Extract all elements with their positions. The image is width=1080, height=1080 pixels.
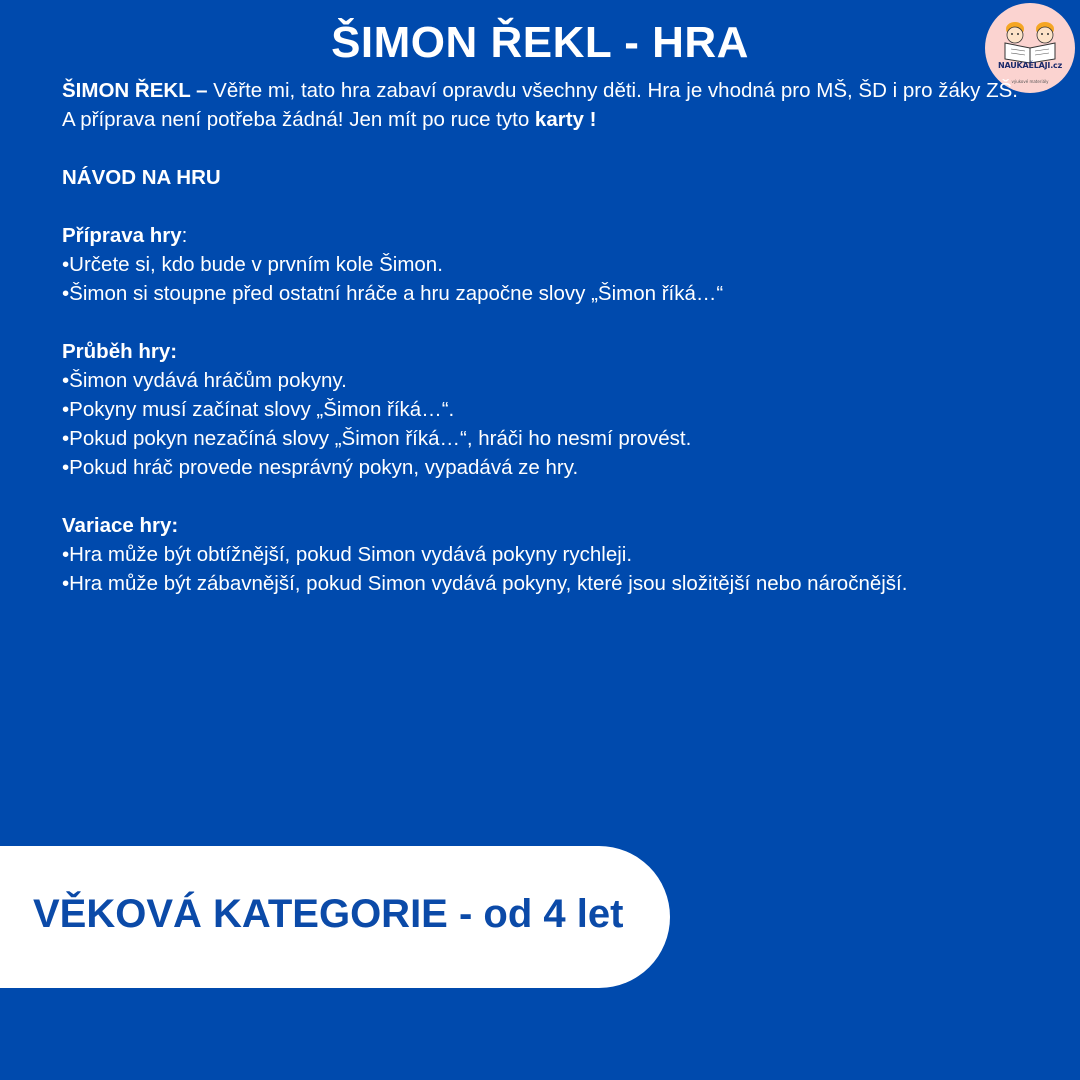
- list-item: •Určete si, kdo bude v prvním kole Šimon.: [62, 253, 443, 276]
- intro-text: Věřte mi, tato hra zabaví opravdu všechny děti. Hra je vhodná pro MŠ, ŠD i pro žáky ZŠ. A příprava není potřeba žádná! Jen mít po ruce tyto: [62, 79, 1018, 131]
- list-item: •Pokyny musí začínat slovy „Šimon říká…“.: [62, 398, 455, 421]
- intro-lead: ŠIMON ŘEKL –: [62, 79, 208, 102]
- variations-heading: Variace hry:: [62, 514, 179, 537]
- preparation-colon: :: [181, 224, 188, 247]
- page-title: ŠIMON ŘEKL - HRA: [331, 18, 749, 67]
- list-item: •Pokud pokyn nezačíná slovy „Šimon říká…“, hráči ho nesmí provést.: [62, 427, 692, 450]
- preparation-heading: Příprava hry: [62, 224, 182, 247]
- list-item: •Šimon si stoupne před ostatní hráče a hru započne slovy „Šimon říká…“: [62, 282, 724, 305]
- intro-paragraph: [62, 76, 1018, 134]
- logo-text: NAUKAĚLAJI.cz: [997, 61, 1063, 70]
- age-category-banner: [0, 846, 670, 988]
- list-item: •Pokud hráč provede nesprávný pokyn, vypadává ze hry.: [62, 456, 579, 479]
- list-item: •Šimon vydává hráčům pokyny.: [62, 369, 347, 392]
- instructions-heading: NÁVOD NA HRU: [62, 166, 221, 189]
- intro-end: !: [583, 108, 597, 131]
- game-flow-heading: Průběh hry:: [62, 340, 178, 363]
- article-body: [62, 76, 1018, 598]
- list-item: •Hra může být zábavnější, pokud Simon vydává pokyny, které jsou složitější nebo náročnější.: [62, 572, 908, 595]
- list-item: •Hra může být obtížnější, pokud Simon vydává pokyny rychleji.: [62, 543, 633, 566]
- age-category-text: VĚKOVÁ KATEGORIE - od 4 let: [33, 892, 624, 936]
- cards-link[interactable]: karty: [534, 108, 584, 131]
- logo-subtext: výukové materiály: [1011, 79, 1049, 84]
